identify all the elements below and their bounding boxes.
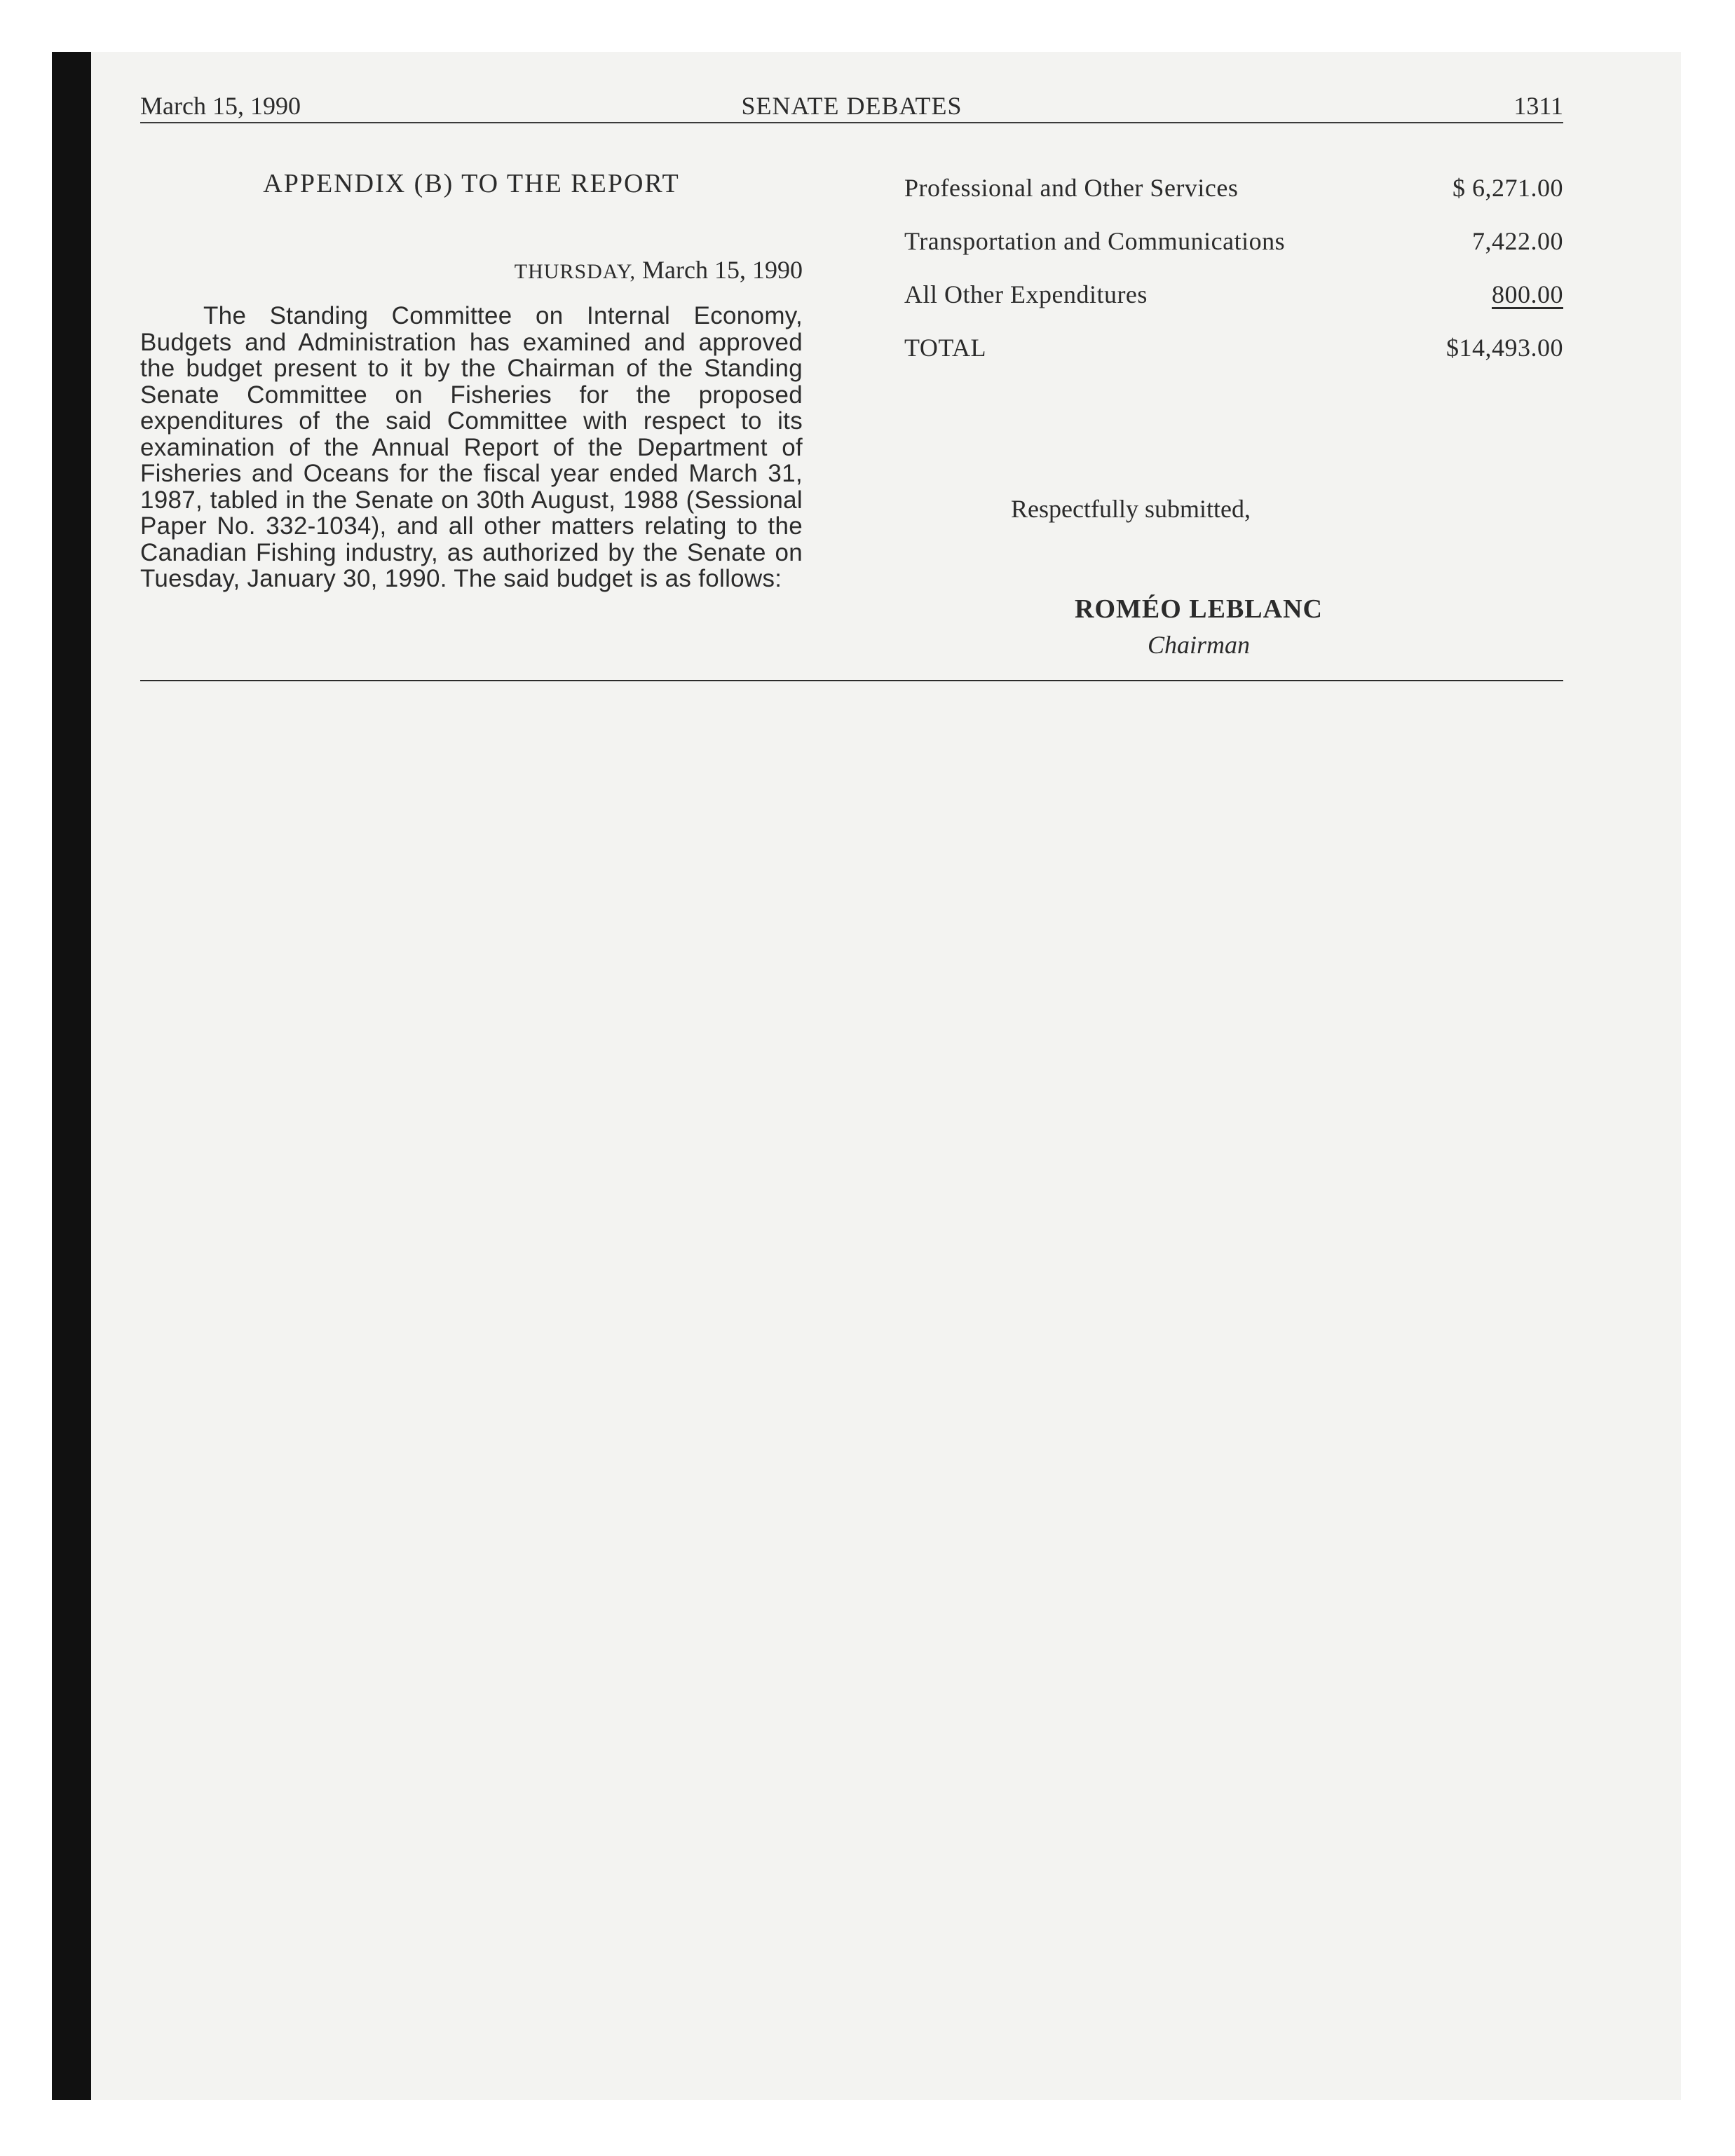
- signatory-title: Chairman: [1147, 631, 1251, 659]
- dateline-day: THURSDAY,: [514, 260, 637, 283]
- header-publication: SENATE DEBATES: [741, 92, 962, 120]
- appendix-dateline: [140, 255, 803, 285]
- header-date: March 15, 1990: [140, 92, 301, 120]
- appendix-body: The Standing Committee on Internal Economy, Budgets and Administration has examined and approved the budget present to it by the Chairman of the Standing Senate Committee on Fisheries for the proposed expenditures of the said Committee with respect to its examination of the Annual Report of the Department of Fisheries and Oceans for the fiscal year ended March 31, 1987, tabled in the Senate on 30th August, 1988 (Sessional Paper No. 332-1034), and all other matters relating to the Canadian Fishing industry, as authorized by the Senate on Tuesday, January 30, 1990. The said budget is as follows:: [140, 302, 803, 592]
- running-header: [140, 91, 1563, 123]
- appendix-section: [140, 168, 803, 617]
- appendix-title: APPENDIX (B) TO THE REPORT: [263, 169, 680, 198]
- budget-amount: 7,422.00: [1472, 227, 1563, 255]
- binding-shadow: [52, 52, 91, 2100]
- budget-row: [904, 173, 1563, 226]
- salutation: Respectfully submitted,: [1011, 495, 1251, 523]
- signatory-name: ROMÉO LEBLANC: [1075, 594, 1323, 624]
- budget-amount: 800.00: [1492, 280, 1563, 308]
- budget-total-row: [904, 333, 1563, 386]
- budget-amount: $ 6,271.00: [1452, 174, 1563, 202]
- budget-row: [904, 280, 1563, 333]
- budget-label: All Other Expenditures: [904, 280, 1148, 308]
- header-page-number: 1311: [1513, 92, 1563, 120]
- budget-label: Transportation and Communications: [904, 227, 1286, 255]
- budget-row: [904, 226, 1563, 280]
- budget-total-amount: $14,493.00: [1446, 334, 1563, 362]
- budget-table: [904, 173, 1563, 386]
- budget-label: Professional and Other Services: [904, 174, 1239, 202]
- dateline-date: March 15, 1990: [636, 256, 803, 284]
- section-divider: [140, 680, 1563, 681]
- budget-total-label: TOTAL: [904, 334, 986, 362]
